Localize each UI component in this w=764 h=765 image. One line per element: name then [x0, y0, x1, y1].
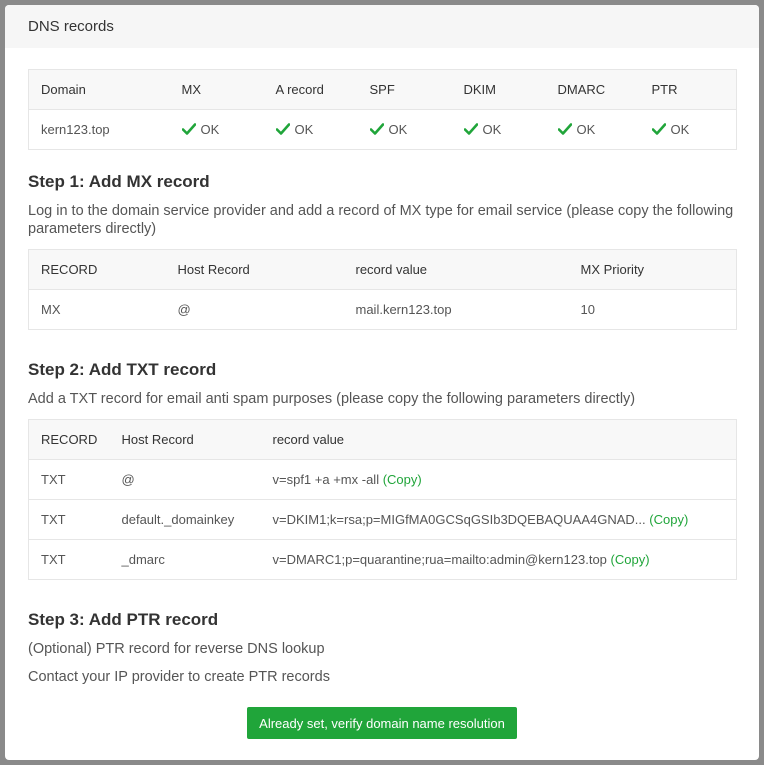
- mx-status-cell: [170, 110, 264, 150]
- checkmark-icon: [182, 123, 196, 135]
- copy-spf-link[interactable]: (Copy): [382, 472, 422, 487]
- record-type-cell: TXT: [41, 552, 66, 567]
- ptr-status-cell: [640, 110, 737, 150]
- record-type-cell: TXT: [29, 500, 110, 540]
- mx-record-table: [28, 249, 737, 330]
- checkmark-icon: [558, 123, 572, 135]
- column-header: Domain: [29, 70, 170, 110]
- domain-cell: kern123.top: [41, 122, 110, 137]
- dkim-status-cell: [452, 110, 546, 150]
- table-header-row: [29, 70, 737, 110]
- step1-description: Log in to the domain service provider and add a record of MX type for email service (please copy the following parameters directly): [28, 203, 734, 237]
- dns-status-table: [28, 69, 737, 150]
- host-record-cell: @: [110, 460, 261, 500]
- checkmark-icon: [652, 123, 666, 135]
- mx-priority-cell: 10: [580, 302, 595, 317]
- spf-status-cell: [358, 110, 452, 150]
- column-header: record value: [261, 420, 737, 460]
- status-text: OK: [200, 122, 220, 137]
- dialog-title: DNS records: [5, 5, 759, 48]
- table-row: [29, 540, 737, 580]
- table-row: [29, 110, 737, 150]
- column-header: DMARC: [546, 70, 640, 110]
- step3-optional-text: (Optional) PTR record for reverse DNS lookup: [28, 641, 325, 657]
- checkmark-icon: [276, 123, 290, 135]
- table-row: [29, 500, 737, 540]
- txt-record-table: [28, 419, 737, 580]
- column-header: RECORD: [29, 420, 110, 460]
- dialog-content: [28, 69, 736, 686]
- table-header-row: [29, 250, 737, 290]
- record-value-cell: [261, 540, 737, 580]
- step2-title: Step 2: Add TXT record: [28, 360, 217, 379]
- column-header: record value: [344, 250, 569, 290]
- table-row: [29, 290, 737, 330]
- record-type-cell: MX: [41, 302, 61, 317]
- record-value-text: v=spf1 +a +mx -all: [272, 472, 380, 487]
- column-header: Host Record: [166, 250, 344, 290]
- status-text: OK: [670, 122, 690, 137]
- column-header: MX Priority: [569, 250, 737, 290]
- column-header: SPF: [358, 70, 452, 110]
- status-text: OK: [388, 122, 408, 137]
- status-text: OK: [482, 122, 502, 137]
- record-value-cell: [261, 500, 737, 540]
- record-type-cell: TXT: [29, 460, 110, 500]
- step3-title: Step 3: Add PTR record: [28, 610, 219, 629]
- verify-domain-button[interactable]: Already set, verify domain name resolution: [247, 707, 517, 739]
- a-record-status-cell: [264, 110, 358, 150]
- record-value-text: v=DKIM1;k=rsa;p=MIGfMA0GCSqGSIb3DQEBAQUAA4GNAD...: [272, 512, 646, 527]
- column-header: MX: [170, 70, 264, 110]
- host-record-cell: _dmarc: [121, 552, 165, 567]
- column-header: RECORD: [29, 250, 166, 290]
- column-header: DKIM: [452, 70, 546, 110]
- status-text: OK: [294, 122, 314, 137]
- copy-dmarc-link[interactable]: (Copy): [610, 552, 650, 567]
- step1-title: Step 1: Add MX record: [28, 172, 210, 191]
- column-header: PTR: [640, 70, 737, 110]
- checkmark-icon: [464, 123, 478, 135]
- host-record-cell: @: [177, 302, 191, 317]
- record-value-cell: [261, 460, 737, 500]
- host-record-cell: default._domainkey: [110, 500, 261, 540]
- copy-dkim-link[interactable]: (Copy): [649, 512, 689, 527]
- record-value-text: v=DMARC1;p=quarantine;rua=mailto:admin@kern123.top: [272, 552, 607, 567]
- checkmark-icon: [370, 123, 384, 135]
- step2-description: Add a TXT record for email anti spam purposes (please copy the following parameters directly): [28, 391, 636, 407]
- table-row: [29, 460, 737, 500]
- record-value-cell: mail.kern123.top: [355, 302, 452, 317]
- dns-records-dialog: [5, 5, 759, 760]
- table-header-row: [29, 420, 737, 460]
- column-header: Host Record: [110, 420, 261, 460]
- column-header: A record: [264, 70, 358, 110]
- dmarc-status-cell: [546, 110, 640, 150]
- step3-contact-text: Contact your IP provider to create PTR records: [28, 669, 330, 685]
- status-text: OK: [576, 122, 596, 137]
